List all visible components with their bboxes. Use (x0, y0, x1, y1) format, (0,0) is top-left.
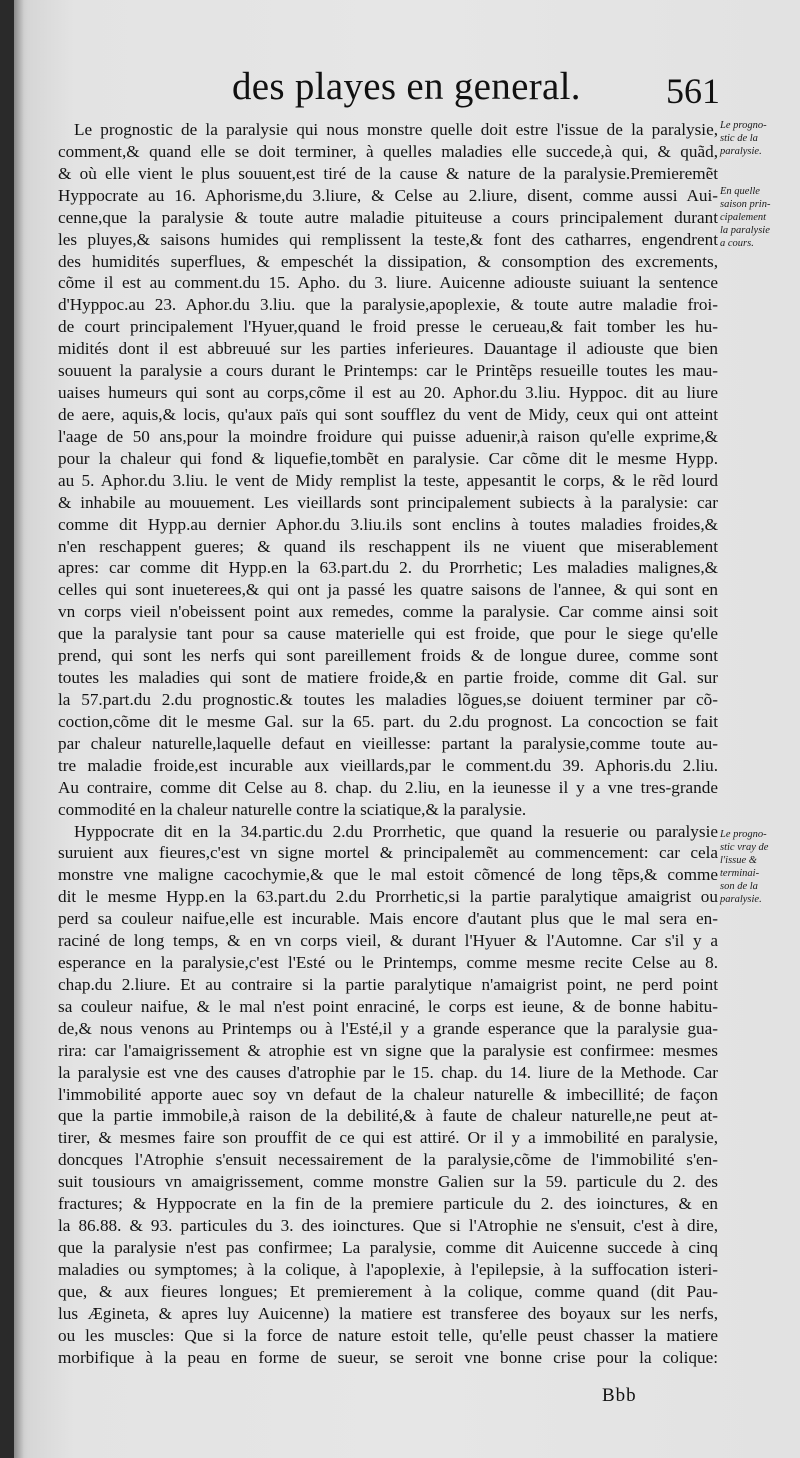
text-line: ou les muscles: Que si la force de nature estoit telle, qu'elle peust chasser la matiere (58, 1325, 718, 1345)
margin-note-true-prognostic (720, 828, 800, 906)
margin-note-line: cipalement (720, 212, 767, 223)
text-line: que la partie immobile,à raison de la debilité,& à faute de chaleur naturelle,ne peut at- (58, 1106, 718, 1126)
text-line: cenne,que la paralysie & toute autre maladie pituiteuse a cours principalement durant (58, 207, 718, 227)
text-line: par chaleur naturelle,laquelle defaut en vieillesse: partant la paralysie,comme toute au- (58, 733, 718, 753)
text-line: pour la chaleur qui fond & liquefie,tombẽt en paralysie. Car cõme dit le mesme Hypp. (58, 448, 718, 468)
text-line: comment,& quand elle se doit terminer, à quelles maladies elle succede,à qui, & quãd, (58, 141, 718, 161)
margin-note-line: Le progno- (720, 120, 767, 131)
text-line: toutes les maladies qui sont de matiere froide,& en partie froide, comme dit Gal. sur (58, 668, 718, 688)
book-page (14, 0, 800, 1458)
signature-mark: Bbb (602, 1385, 637, 1406)
margin-note-line: terminai- (720, 868, 760, 879)
text-line: d'Hyppoc.au 23. Aphor.du 3.liu. que la paralysie,apoplexie, & toute autre maladie froi- (58, 295, 718, 315)
text-line: comme dit Hypp.au dernier Aphor.du 3.liu.ils sont enclins à toutes maladies froides,& (58, 514, 718, 534)
text-line: coction,cõme dit le mesme Gal. sur la 65. part. du 2.du prognost. La concoction se fait (58, 711, 718, 731)
text-line: la paralysie est vne des causes d'atrophie par le 15. chap. du 14. liure de la Methode. Car (58, 1062, 718, 1082)
text-line: de,& nous venons au Printemps ou à l'Esté,il y a grande esperance que la paralysie gua- (58, 1018, 718, 1038)
text-line: n'en reschappent gueres; & quand ils reschappent ils ne viuent que miserablement (58, 536, 718, 556)
margin-note-line: son de la (720, 881, 758, 892)
text-line: fractures; & Hyppocrate en la fin de la premiere particule du 2. des ioinctures, & en (58, 1194, 718, 1214)
text-line: suit tousiours vn amaigrissement, comme monstre Galien sur la 59. particule du 2. des (58, 1172, 718, 1192)
text-line: des humidités superflues, & empeschét la dissipation, & consomption des excrements, (58, 251, 718, 271)
body-text (58, 119, 718, 1369)
text-line: chap.du 2.liure. Et au contraire si la partie paralytique n'amaigrist point, ne perd point (58, 974, 718, 994)
page-number: 561 (666, 71, 720, 111)
text-line: l'immobilité apporte auec soy vn defaut de la chaleur naturelle & imbecillité; de façon (58, 1084, 718, 1104)
margin-note-line: paralysie. (720, 146, 762, 157)
text-line: que, & aux fieures longues; Et premierement à la colique, comme quand (dit Pau- (58, 1281, 718, 1301)
text-line: monstre vne maligne cacochymie,& que le mal estoit cõmencé de long tẽps,& comme (58, 865, 718, 885)
text-line: raciné de long temps, & en vn corps vieil, & durant l'Hyuer & l'Automne. Car s'il y a (58, 931, 718, 951)
text-line: midités dont il est abbreuué sur les parties inferieures. Dauantage il adiouste que bien (58, 339, 718, 359)
text-line: la 57.part.du 2.du prognostic.& toutes les maladies lõgues,se doiuent terminer par cõ- (58, 689, 718, 709)
text-line: la 86.88. & 93. particules du 3. des ioinctures. Que si l'Atrophie ne s'ensuit, c'est à dire, (58, 1216, 718, 1236)
text-line: au 5. Aphor.du 3.liu. le vent de Midy remplist la teste, appesantit le corps, & le rẽd lourd (58, 470, 718, 490)
text-line: vn corps vieil n'obeissent point aux remedes, comme la paralysie. Car comme ainsi soit (58, 602, 718, 622)
text-line: Le prognostic de la paralysie qui nous monstre quelle doit estre l'issue de la paralysie, (74, 120, 718, 139)
text-line: tre maladie froide,est incurable aux vieillards,par le comment.du 39. Aphoris.du 2.liu. (58, 755, 718, 775)
gutter-shadow (14, 0, 24, 1458)
margin-note-line: l'issue & (720, 855, 757, 866)
text-line: que la paralysie n'est pas confirmee; La paralysie, comme dit Auicenne succede à cinq (58, 1238, 718, 1258)
text-line: Hyppocrate dit en la 34.partic.du 2.du Prorrhetic, que quand la resuerie ou paralysie (74, 821, 718, 841)
text-line: Au contraire, comme dit Celse au 8. chap. du 2.liu, en la ieunesse il y a vne tres-grande (58, 777, 718, 797)
margin-note-line: a cours. (720, 238, 754, 249)
text-line: perd sa couleur naifue,elle est incurable. Mais encore d'autant plus que le mal sera en- (58, 909, 718, 929)
text-line: doncques l'Atrophie s'ensuit necessairement de la paralysie,cõme de l'immobilité s'en- (58, 1150, 718, 1170)
text-line: suruient aux fieures,c'est vn signe mortel & principalemẽt au commencement: car cela (58, 843, 718, 863)
margin-note-prognostic (720, 119, 800, 158)
margin-note-season (720, 185, 800, 250)
text-line: de aere, aquis,& locis, qu'aux païs qui sont soufflez du vent de Midy, ceux qui ont atteint (58, 404, 718, 424)
text-line: commodité en la chaleur naturelle contre la sciatique,& la paralysie. (58, 799, 527, 819)
text-line: & où elle vient le plus souuent,est tiré de la cause & nature de la paralysie.Premieremẽt (58, 163, 718, 183)
text-line: Hyppocrate au 16. Aphorisme,du 3.liure, & Celse au 2.liure, disent, comme aussi Aui- (58, 185, 718, 205)
margin-note-line: Le progno- (720, 829, 767, 840)
margin-note-line: la paralysie (720, 225, 770, 236)
text-line: sa couleur naifue, & le mal n'est point enraciné, le corps est ieune, & de bonne habitu- (58, 996, 718, 1016)
margin-note-line: stic de la (720, 133, 758, 144)
text-line: apres: car comme dit Hypp.en la 63.part.du 2. du Prorrhetic; Les maladies malignes,& (58, 558, 718, 578)
running-title: des playes en general. (232, 65, 581, 108)
text-line: que la paralysie tant pour sa cause materielle qui est froide, que pour le siege qu'elle (58, 624, 718, 644)
margin-note-line: En quelle (720, 186, 760, 197)
margin-note-line: saison prin- (720, 199, 771, 210)
text-line: l'aage de 50 ans,pour la moindre froidure qui puisse aduenir,à raison qu'elle exprime,& (58, 426, 718, 446)
text-line: prend, qui sont les nerfs qui sont pareillement froids & de longue duree, comme sont (58, 646, 718, 666)
text-line: morbifique à la peau en forme de sueur, se seroit vne bonne crise pour la colique: (58, 1347, 718, 1367)
text-line: & inhabile au mouuement. Les vieillards sont principalement subiects à la paralysie: car (58, 492, 718, 512)
text-line: lus Ægineta, & apres luy Auicenne) la matiere est transferee des boyaux sur les nerfs, (58, 1303, 718, 1323)
text-line: dit le mesme Hypp.en la 63.part.du 2.du Prorrhetic,si la partie paralytique amaigrist ou (58, 887, 718, 907)
text-line: uaises humeurs qui sont au corps,cõme il est au 20. Aphor.du 3.liu. Hyppoc. dit au liure (58, 383, 718, 403)
margin-note-line: stic vray de (720, 842, 769, 853)
text-line: maladies ou symptomes; à la colique, à l'apoplexie, à l'epilepsie, à la suffocation isteri- (58, 1259, 718, 1279)
text-line: tirer, & mesmes faire son prouffit de ce qui est attiré. Or il y a immobilité en paralysie, (58, 1128, 718, 1148)
text-line: esperance en la paralysie,c'est l'Esté ou le Printemps, comme mesme recite Celse au 8. (58, 953, 718, 973)
text-line: celles qui sont inueterees,& qui ont ja passé les quatre saisons de l'annee, & qui sont en (58, 580, 718, 600)
text-line: les pluyes,& saisons humides qui remplissent la teste,& font des catharres, engendrent (58, 229, 718, 249)
text-line: de court principalement l'Hyuer,quand le froid presse le cerueau,& fait tomber les hu- (58, 317, 718, 337)
text-line: souuent la paralysie a cours durant le Printemps: car le Printẽps resueille toutes les mau- (58, 361, 718, 381)
text-line: rira: car l'amaigrissement & atrophie est vn signe que la paralysie est confirmee: mesmes (58, 1040, 718, 1060)
text-line: cõme il est au comment.du 15. Apho. du 3. liure. Auicenne adiouste suiuant la sentence (58, 273, 718, 293)
margin-note-line: paralysie. (720, 894, 762, 905)
